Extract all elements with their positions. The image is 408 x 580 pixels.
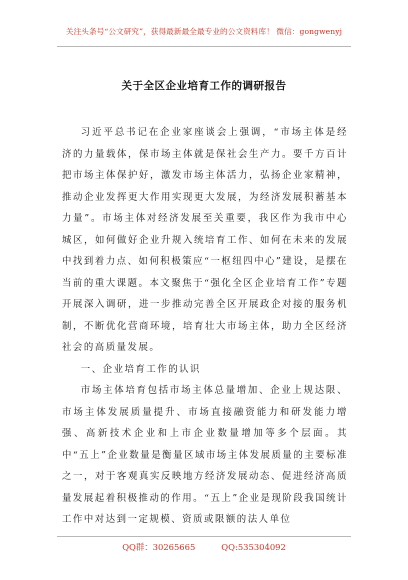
- document-body: [62, 122, 348, 531]
- document-title: 关于全区企业培育工作的调研报告: [121, 80, 287, 92]
- body-paragraph: 市场主体培育包括市场主体总量增加、企业上规达限、市场主体发展质量提升、市场直接融资能力和研发能力增强、高新技术企业和上市企业数量增加等多个层面。其中“五上”企业数量是衡量区域市场主体发展质量的主要标准之一，对于客观真实反映地方经济发展动态、促进经济高质量发展起着积极推动的作用。“五上”企业是现阶段我国统计工作中对达到一定规模、资质或限额的法人单位: [62, 385, 348, 525]
- footer-contact: [0, 541, 408, 553]
- footer-qq-number: QQ:535304092: [221, 542, 286, 552]
- footer-divider: [57, 536, 351, 537]
- section-heading: 一、企业培育工作的认识: [80, 363, 201, 375]
- body-paragraph: 习近平总书记在企业家座谈会上强调，“市场主体是经济的力量载体，保市场主体就是保社会生产力。要千方百计把市场主体保护好，激发市场主体活力，弘扬企业家精神，推动企业发挥更大作用实现更大发展，为经济发展积蓄基本力量”。市场主体对经济发展至关重要，我区作为我市中心城区，如何做好企业升规入统培育工作、如何在未来的发展中找到着力点、如何积极策应“一枢纽四中心”建设，是摆在当前的重大课题。本文聚焦于“强化全区企业培育工作”专题开展深入调研，进一步推动完善全区开展政企对接的服务机制，不断优化营商环境，培育壮大市场主体，助力全区经济社会的高质量发展。: [62, 127, 348, 353]
- header-divider: [57, 46, 351, 47]
- footer-qq-group: QQ群：30265665: [122, 542, 196, 552]
- header-promo-note: 关注头条号“公文研究”，获得最新最全最专业的公文资料库！ 微信：gongwenyj: [65, 27, 343, 36]
